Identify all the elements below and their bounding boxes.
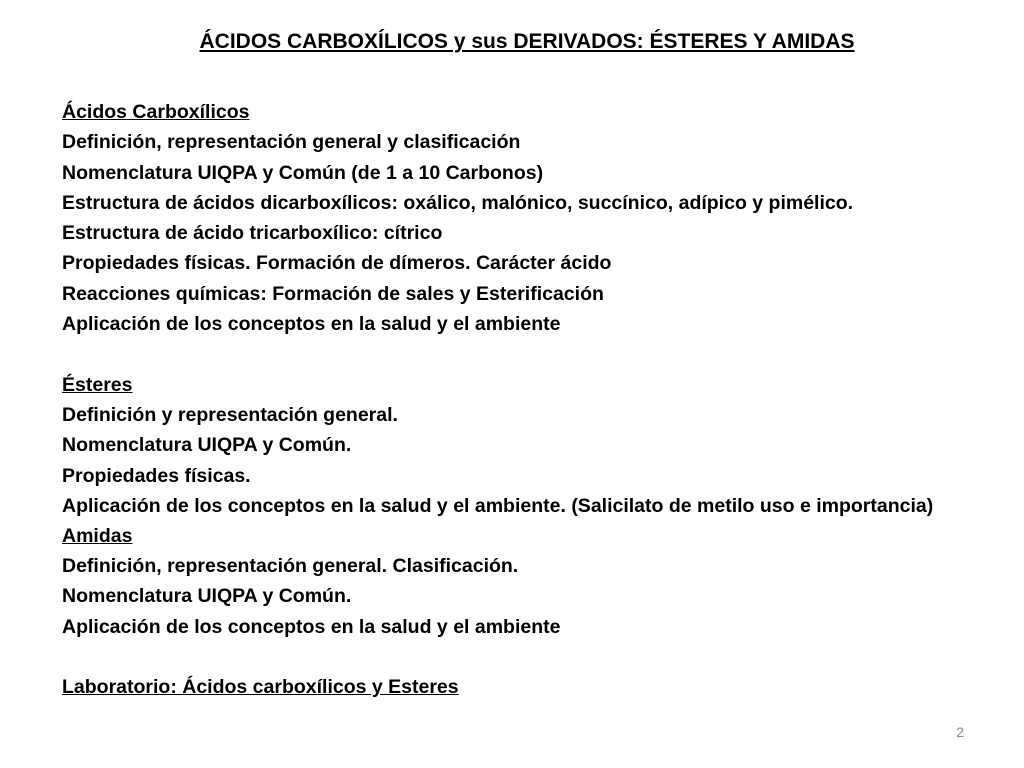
slide-content — [62, 97, 962, 703]
list-item: Definición y representación general. — [62, 403, 398, 426]
list-item: Reacciones químicas: Formación de sales y Esterificación — [62, 282, 604, 305]
list-item: Definición, representación general y clasificación — [62, 131, 521, 154]
list-item: Propiedades físicas. — [62, 464, 251, 487]
list-item: Nomenclatura UIQPA y Común. — [62, 585, 352, 608]
section-heading-esteres: Ésteres — [62, 373, 133, 396]
list-item: Definición, representación general. Clasificación. — [62, 555, 519, 578]
list-item: Aplicación de los conceptos en la salud y el ambiente — [62, 615, 561, 638]
list-item: Nomenclatura UIQPA y Común (de 1 a 10 Carbonos) — [62, 161, 544, 184]
list-item: Propiedades físicas. Formación de dímeros. Carácter ácido — [62, 252, 612, 275]
page-number: 2 — [956, 724, 964, 740]
section-heading-amidas: Amidas — [62, 524, 133, 547]
slide-title: ÁCIDOS CARBOXÍLICOS y sus DERIVADOS: ÉSTERES Y AMIDAS — [199, 30, 855, 53]
list-item: Aplicación de los conceptos en la salud y el ambiente. (Salicilato de metilo uso e importancia) — [62, 494, 934, 517]
list-item: Nomenclatura UIQPA y Común. — [62, 434, 352, 457]
section-heading-acidos: Ácidos Carboxílicos — [62, 101, 250, 123]
section-heading-laboratorio: Laboratorio: Ácidos carboxílicos y Esteres — [62, 676, 459, 699]
list-item: Estructura de ácido tricarboxílico: cítrico — [62, 222, 443, 245]
list-item: Aplicación de los conceptos en la salud y el ambiente — [62, 313, 561, 336]
spacer — [62, 642, 962, 672]
list-item: Estructura de ácidos dicarboxílicos: oxálico, malónico, succínico, adípico y pimélico. — [62, 191, 854, 214]
spacer — [62, 339, 962, 369]
